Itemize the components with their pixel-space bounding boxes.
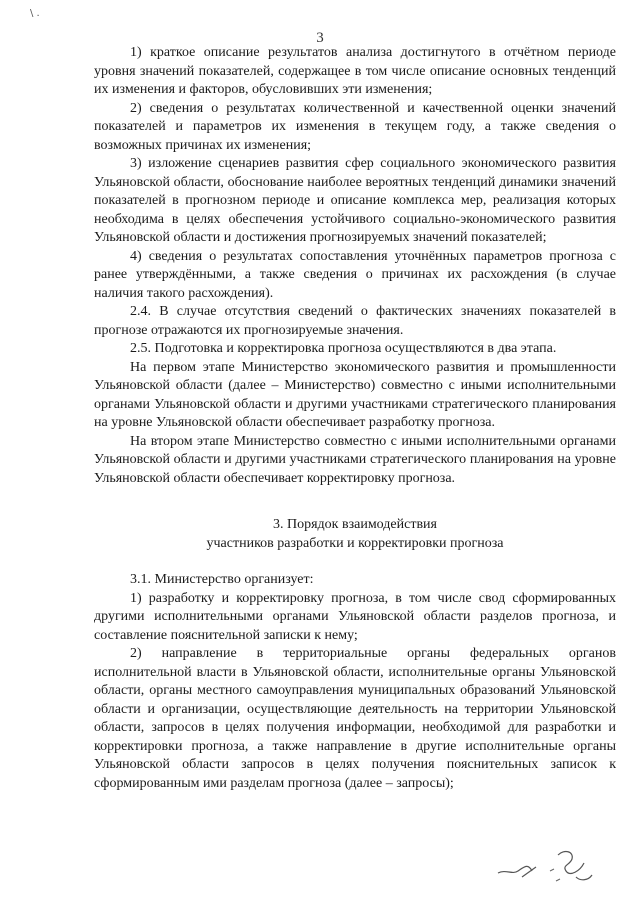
handwritten-initials [492, 841, 602, 887]
document-body [94, 44, 616, 793]
paragraph: 2) направление в территориальные органы федеральных органов исполнительной власти в Ульяновской области, исполнительные органы Ульяновской области, органы местного самоуправления муниципальных образований Ульяновской области и организации, осуществляющие деятельность на территории Ульяновской области, запросов в целях получения информации, необходимой для разработки и корректировки прогноза, а также направление в другие исполнительные органы Ульяновской области запросов в целях получения пояснительных записок к сформированным ими разделам прогноза (далее – запросы); [94, 646, 616, 791]
section-heading-line2: участников разработки и корректировки прогноза [206, 535, 504, 551]
paragraph: 2.5. Подготовка и корректировка прогноза осуществляются в два этапа. [130, 341, 557, 356]
paragraph: 2) сведения о результатах количественной и качественной оценки значений показателей и параметров их изменения в текущем году, а также сведения о возможных причинах их изменения; [94, 100, 616, 153]
paragraph: На втором этапе Министерство совместно с иными исполнительными органами Ульяновской области и другими участниками стратегического планирования на уровне Ульяновской области обеспечивает корректировку прогноза. [94, 433, 616, 486]
paragraph: 1) разработку и корректировку прогноза, в том числе свод сформированных другими исполнительными органами Ульяновской области разделов прогноза, и составление пояснительной записки к нему; [94, 590, 616, 643]
paragraph: 3.1. Министерство организует: [130, 572, 314, 587]
page-number: 3 [316, 30, 324, 46]
paragraph: 2.4. В случае отсутствия сведений о фактических значениях показателей в прогнозе отражаются их прогнозируемые значения. [94, 304, 616, 338]
scan-corner-mark: \ . [30, 8, 40, 19]
paragraph: На первом этапе Министерство экономического развития и промышленности Ульяновской области (далее – Министерство) совместно с иными исполнительными органами Ульяновской области и другими участниками стратегического планирования на уровне Ульяновской области обеспечивает разработку прогноза. [94, 359, 616, 430]
paragraph: 4) сведения о результатах сопоставления уточнённых параметров прогноза с ранее утверждёнными, а также сведения о причинах их расхождения (в случае наличия такого расхождения). [94, 248, 616, 301]
paragraph: 3) изложение сценариев развития сфер социального экономического развития Ульяновской области, обоснование наиболее вероятных тенденций динамики значений показателей в прогнозном периоде и описание комплекса мер, реализация которых необходима в целях обеспечения устойчивого социально-экономического развития Ульяновской области и достижения прогнозируемых значений показателей; [94, 156, 616, 245]
paragraph: 1) краткое описание результатов анализа достигнутого в отчётном периоде уровня значений показателей, содержащее в том числе описание основных тенденций их изменения и факторов, обусловивших эти изменения; [94, 45, 616, 97]
section-heading-line1: 3. Порядок взаимодействия [273, 517, 437, 532]
